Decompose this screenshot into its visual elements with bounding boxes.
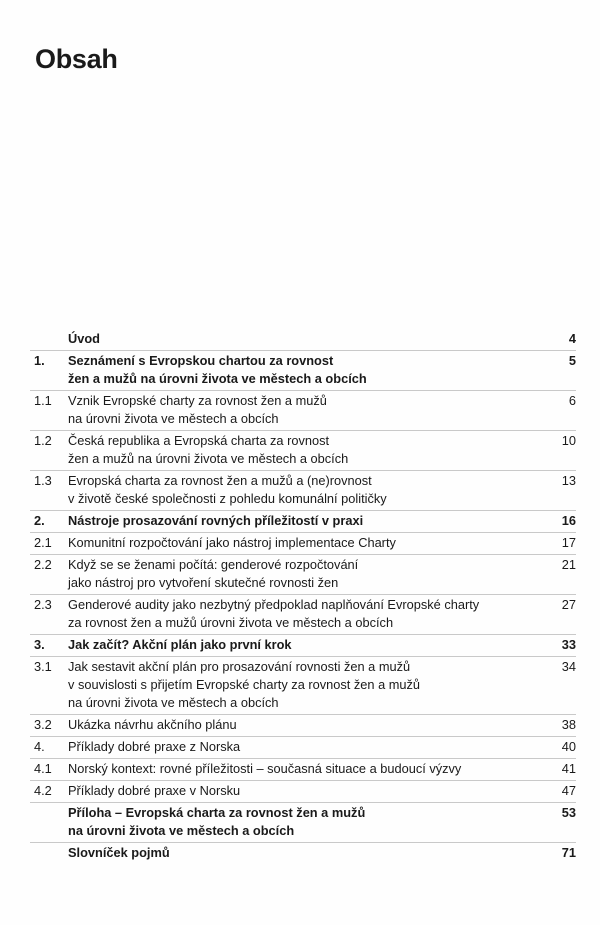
toc-entry-number: 4. [34, 739, 45, 754]
toc-entry-number: 1. [34, 353, 45, 368]
toc-entry-page: 10 [561, 433, 576, 448]
toc-entry [30, 391, 576, 431]
toc-entry-title: Evropská charta za rovnost žen a mužů a (ne)rovnost v životě české společnosti z pohledu komunální političky [68, 473, 387, 506]
toc-entry [30, 471, 576, 511]
toc-entry-number: 1.3 [34, 473, 52, 488]
toc-entry-title: Nástroje prosazování rovných příležitostí v praxi [68, 513, 364, 528]
toc-entry-title: Příklady dobré praxe v Norsku [68, 783, 241, 798]
toc-entry-number: 3. [34, 637, 45, 652]
toc-entry-title: Úvod [68, 331, 100, 346]
toc-entry-number: 4.1 [34, 761, 52, 776]
toc-entry [30, 595, 576, 635]
toc-entry-title: Slovníček pojmů [68, 845, 170, 860]
toc-entry [30, 431, 576, 471]
toc-entry-page: 38 [561, 717, 576, 732]
toc-entry-page: 4 [568, 331, 576, 346]
toc-entry-number: 3.1 [34, 659, 52, 674]
toc-entry-title: Ukázka návrhu akčního plánu [68, 717, 237, 732]
toc-entry-title: Norský kontext: rovné příležitosti – současná situace a budoucí výzvy [68, 761, 462, 776]
toc-entry-page: 27 [561, 597, 576, 612]
toc-entry-title: Jak sestavit akční plán pro prosazování rovnosti žen a mužů v souvislosti s přijetím Evropské charty za rovnost žen a mužů na úrovni života ve městech a obcích [68, 659, 421, 710]
toc-entry [30, 759, 576, 781]
toc-entry [30, 533, 576, 555]
toc-entry-number [30, 844, 68, 862]
toc-entry [30, 329, 576, 351]
toc-entry [30, 657, 576, 715]
toc-entry-number: 2. [34, 513, 45, 528]
toc-entry-page: 71 [561, 845, 576, 860]
toc-entry [30, 737, 576, 759]
toc-entry-number: 4.2 [34, 783, 52, 798]
toc-entry-number: 2.3 [34, 597, 52, 612]
toc-entry-title: Když se se ženami počítá: genderové rozpočtování jako nástroj pro vytvoření skutečné rovnosti žen [68, 557, 359, 590]
toc-entry-number: 2.2 [34, 557, 52, 572]
toc-entry-page: 17 [561, 535, 576, 550]
page-title: Obsah [35, 44, 118, 74]
toc-entry-page: 16 [561, 513, 576, 528]
toc-entry [30, 511, 576, 533]
toc-entry-title: Jak začít? Akční plán jako první krok [68, 637, 292, 652]
toc-entry [30, 781, 576, 803]
toc-entry-page: 5 [568, 353, 576, 368]
toc-entry [30, 555, 576, 595]
toc-entry-page: 41 [561, 761, 576, 776]
toc-entry-page: 40 [561, 739, 576, 754]
toc-entry-page: 33 [561, 637, 576, 652]
toc-entry-title: Příloha – Evropská charta za rovnost žen a mužů na úrovni života ve městech a obcích [68, 805, 366, 838]
toc-entry-page: 6 [568, 393, 576, 408]
toc-entry-page: 53 [561, 805, 576, 820]
toc-entry-page: 13 [561, 473, 576, 488]
toc-entry [30, 635, 576, 657]
toc-entry-number [30, 804, 68, 840]
toc-entry-number: 2.1 [34, 535, 52, 550]
toc-entry-title: Seznámení s Evropskou chartou za rovnost žen a mužů na úrovni života ve městech a obcích [68, 353, 367, 386]
toc-entry-number [30, 330, 68, 348]
toc-entry-title: Vznik Evropské charty za rovnost žen a mužů na úrovni života ve městech a obcích [68, 393, 327, 426]
toc-entry-page: 34 [561, 659, 576, 674]
toc-entry [30, 843, 576, 864]
toc-entry-page: 47 [561, 783, 576, 798]
table-of-contents [30, 329, 576, 864]
toc-entry [30, 715, 576, 737]
toc-entry-page: 21 [561, 557, 576, 572]
toc-entry-number: 3.2 [34, 717, 52, 732]
toc-entry-number: 1.2 [34, 433, 52, 448]
toc-entry-title: Komunitní rozpočtování jako nástroj implementace Charty [68, 535, 396, 550]
toc-entry-number: 1.1 [34, 393, 52, 408]
toc-entry-title: Příklady dobré praxe z Norska [68, 739, 241, 754]
toc-entry [30, 351, 576, 391]
toc-entry [30, 803, 576, 843]
toc-entry-title: Genderové audity jako nezbytný předpoklad naplňování Evropské charty za rovnost žen a mužů úrovni života ve městech a obcích [68, 597, 480, 630]
toc-entry-title: Česká republika a Evropská charta za rovnost žen a mužů na úrovni života ve městech a obcích [68, 433, 349, 466]
